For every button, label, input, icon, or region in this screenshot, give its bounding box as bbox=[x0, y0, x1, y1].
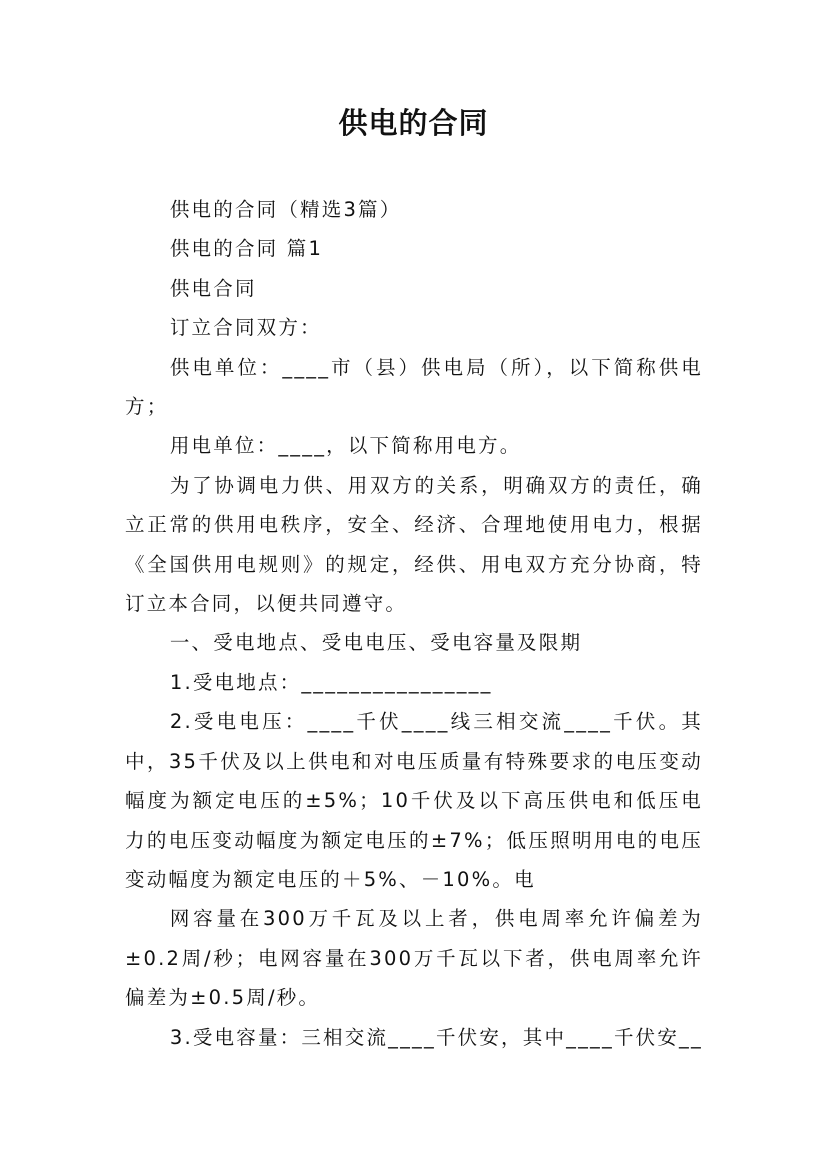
document-title: 供电的合同 bbox=[338, 106, 489, 140]
paragraph-item-receiving-capacity: 3.受电容量：三相交流____千伏安，其中____千伏安__ bbox=[169, 1025, 703, 1049]
document-body bbox=[125, 190, 703, 1057]
paragraph-consumer: 用电单位：____，以下简称用电方。 bbox=[169, 434, 522, 458]
paragraph-subtitle: 供电的合同（精选3篇） bbox=[169, 198, 402, 221]
paragraph-contract-name: 供电合同 bbox=[169, 276, 257, 300]
paragraph-frequency-tolerance: 网容量在300万千瓦及以上者，供电周率允许偏差为±0.2周/秒；电网容量在300万千瓦以下者，供电周率允许偏差为±0.5周/秒。 bbox=[125, 907, 703, 1010]
paragraph-item-receiving-voltage: 2.受电电压：____千伏____线三相交流____千伏。其中，35千伏及以上供电和对电压质量有特殊要求的电压变动幅度为额定电压的±5%；10千伏及以下高压供电和低压电力的电压变动幅度为额定电压的±7%；低压照明用电的电压变动幅度为额定电压的＋5%、－10%。电 bbox=[125, 710, 703, 891]
paragraph-supplier: 供电单位：____市（县）供电局（所），以下简称供电方； bbox=[125, 355, 703, 419]
paragraph-section-heading: 供电的合同 篇1 bbox=[169, 237, 324, 261]
paragraph-preamble: 为了协调电力供、用双方的关系，明确双方的责任，确立正常的供用电秩序，安全、经济、合理地使用电力，根据《全国供用电规则》的规定，经供、用电双方充分协商，特订立本合同，以便共同遵守。 bbox=[125, 473, 703, 616]
paragraph-parties-heading: 订立合同双方： bbox=[169, 316, 322, 340]
paragraph-article-one-heading: 一、受电地点、受电电压、受电容量及限期 bbox=[169, 631, 583, 655]
paragraph-item-receiving-location: 1.受电地点：________________ bbox=[169, 670, 493, 694]
